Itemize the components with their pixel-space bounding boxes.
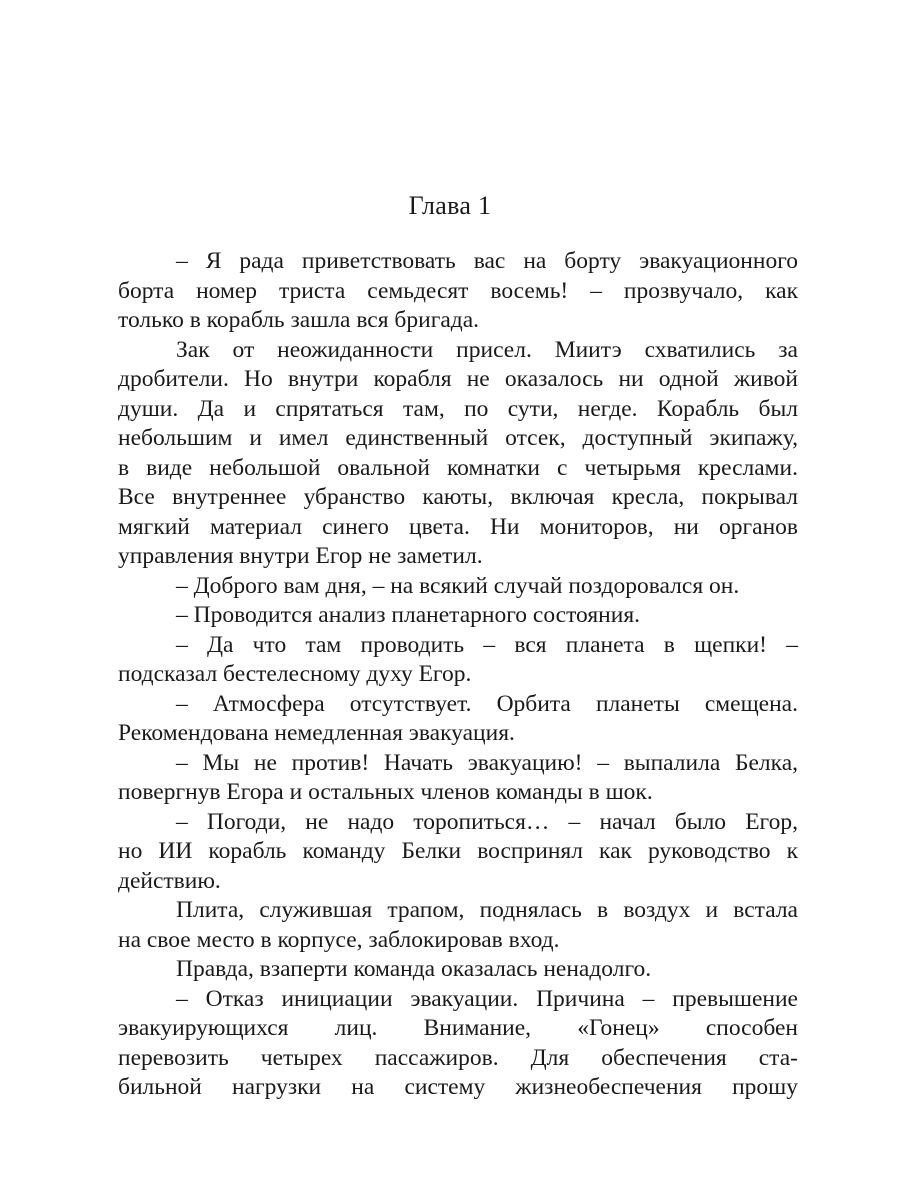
text-line: перевозить четырех пассажиров. Для обеспечения ста- [118, 1044, 798, 1071]
paragraph [118, 749, 798, 808]
text-line: Плита, служившая трапом, поднялась в воздух и встала [176, 897, 798, 923]
paragraph [118, 808, 798, 897]
text-line: эвакуирующихся лиц. Внимание, «Гонец» способен [118, 1015, 798, 1041]
text-line: – Проводится анализ планетарного состояния. [176, 602, 640, 628]
text-line: Все внутреннее убранство каюты, включая кресла, покрывал [118, 484, 798, 510]
text-line: души. Да и спрятаться там, по сути, негде. Корабль был [118, 395, 798, 422]
text-line: только в корабль зашла вся бригада. [118, 307, 480, 333]
text-line: – Мы не против! Начать эвакуацию! – выпалила Белка, [176, 749, 798, 776]
paragraph [118, 631, 798, 690]
text-line: – Погоди, не надо торопиться… – начал было Егор, [176, 808, 798, 835]
text-line: Зак от неожиданности присел. Миитэ схватились за [176, 336, 798, 363]
chapter-body [118, 247, 798, 1103]
text-line: небольшим и имел единственный отсек, доступный экипажу, [118, 425, 798, 451]
text-line: но ИИ корабль команду Белки воспринял как руководство к [118, 838, 798, 864]
paragraph [118, 896, 798, 955]
text-line: подсказал бестелесному духу Егор. [118, 661, 472, 687]
text-line: – Я рада приветствовать вас на борту эвакуационного [176, 248, 798, 274]
chapter-title: Глава 1 [408, 191, 492, 220]
text-line: – Доброго вам дня, – на всякий случай поздоровался он. [176, 572, 740, 599]
text-line: – Да что там проводить – вся планета в щепки! – [176, 631, 798, 658]
text-line: бильной нагрузки на систему жизнеобеспечения прошу [118, 1074, 798, 1100]
paragraph [118, 985, 798, 1103]
text-line: Правда, взаперти команда оказалась ненадолго. [176, 956, 652, 982]
text-line: повергнув Егора и остальных членов команды в шок. [118, 779, 653, 805]
paragraph [118, 601, 798, 631]
text-line: дробители. Но внутри корабля не оказалось ни одной живой [118, 366, 798, 392]
text-line: действию. [118, 867, 221, 894]
paragraph [118, 572, 798, 602]
paragraph [118, 955, 798, 985]
text-line: борта номер триста семьдесят восемь! – прозвучало, как [118, 277, 798, 304]
text-line: – Атмосфера отсутствует. Орбита планеты смещена. [176, 690, 798, 717]
text-line: управления внутри Егор не заметил. [118, 543, 483, 569]
text-line: мягкий материал синего цвета. Ни мониторов, ни органов [118, 513, 798, 540]
text-line: в виде небольшой овальной комнатки с четырьмя креслами. [118, 454, 798, 481]
paragraph [118, 247, 798, 336]
text-line: Рекомендована немедленная эвакуация. [118, 720, 515, 746]
text-line: – Отказ инициации эвакуации. Причина – превышение [176, 985, 798, 1012]
text-line: на свое место в корпусе, заблокировав вход. [118, 926, 560, 953]
paragraph [118, 336, 798, 572]
paragraph [118, 690, 798, 749]
